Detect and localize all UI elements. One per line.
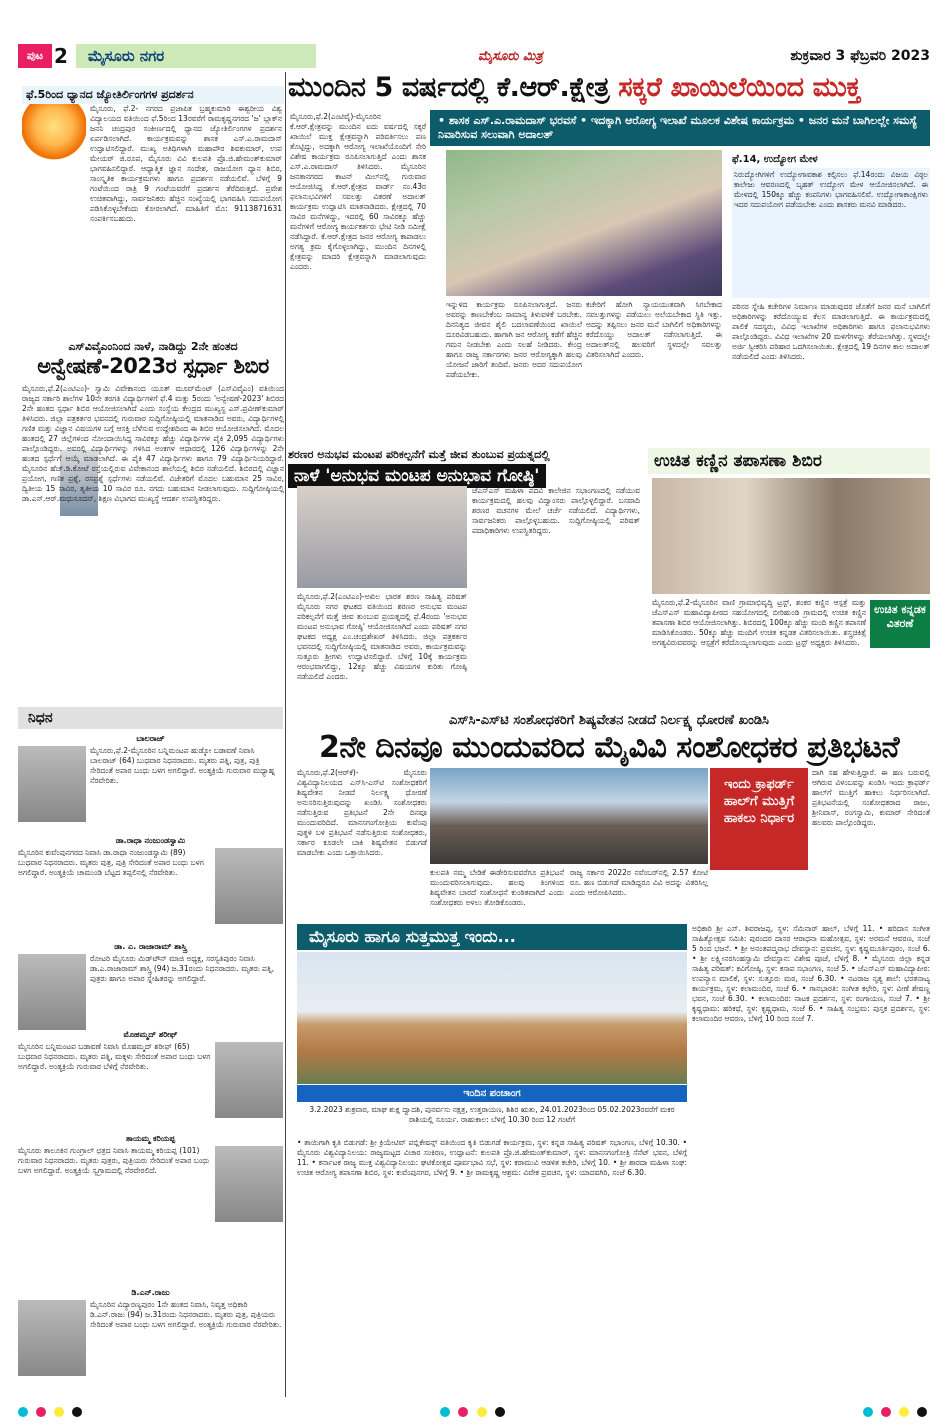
lead-body-left: ಮೈಸೂರು,ಫೆ.2(ಎಂಟಿವೈ)-ಮೈಸೂರಿನ ಕೆ.ಆರ್.ಕ್ಷೇತ್ರವನ್ನು ಮುಂದಿನ ಐದು ವರ್ಷದಲ್ಲಿ ಸಕ್ಕರೆ ಖಾಯಿಲೆ ಮುಕ್ತ ಕ್ಷೇತ್ರವನ್ನಾಗಿ ಪರಿವರ್ತಿಸಲು ಪಣ ತೊಟ್ಟಿದ್ದು, ಅದಕ್ಕಾಗಿ ಆರೋಗ್ಯ ಇಲಾಖೆಯೊಂದಿಗೆ ಸೇರಿ ವಿಶೇಷ ಕಾರ್ಯಕ್ರಮ ರೂಪಿಸಲಾಗುತ್ತಿದೆ ಎಂದು ಶಾಸಕ ಎಸ್.ಎ.ರಾಮದಾಸ್ ತಿಳಿಸಿದರು. ಮೈಸೂರಿನ ಜನತಾನಗರದ ಕಾಟನ್ ಮಿಲ್‌ನಲ್ಲಿ ಗುರುವಾರ ಆಯೋಜಿಸಿದ್ದ ಕೆ.ಆರ್.ಕ್ಷೇತ್ರದ ವಾರ್ಡ್ ನಂ.43ರ ಫಲಾನುಭವಿಗಳಿಗೆ ಸವಲತ್ತು ವಿತರಣೆ ಅದಾಲತ್ ಕಾರ್ಯಕ್ರಮ ಉದ್ಘಾಟಿಸಿ ಮಾತನಾಡಿದರು. ಕ್ಷೇತ್ರದಲ್ಲಿ 70 ಸಾವಿರ ಮನೆಗಳಿದ್ದು, ಇದರಲ್ಲಿ 60 ಸಾವಿರಕ್ಕೂ ಹೆಚ್ಚು ಮನೆಗಳಿಗೆ ಆರೋಗ್ಯ ಕಾರ್ಯಕರ್ತರು ಭೇಟಿ ನೀಡಿ ಸಮೀಕ್ಷೆ ನಡೆಸಿದ್ದಾರೆ. ಕೆ.ಆರ್.ಕ್ಷೇತ್ರದ ಜನರ ಆರೋಗ್ಯ ಕಾಪಾಡಲು ಅಗತ್ಯ ಕ್ರಮ ಕೈಗೊಳ್ಳಲಾಗಿದ್ದು, ಮುಂದಿನ ದಿನಗಳಲ್ಲಿ ಕ್ಷೇತ್ರವನ್ನು ಮಾದರಿ ಕ್ಷೇತ್ರವನ್ನಾಗಿ ಮಾಡಲಾಗುವುದು ಎಂದರು. — [290, 112, 426, 271]
page-tag: ಪುಟ — [18, 44, 52, 68]
lead-headline-red: ಸಕ್ಕರೆ ಖಾಯಿಲೆಯಿಂದ ಮುಕ್ತ — [618, 72, 861, 103]
obituary-name: ಡಿ.ಎನ್.ರಾಜು — [131, 1288, 170, 1297]
protest-body-far: ದಾಗಿ ಸಹ ಹೇಳುತ್ತಿದ್ದಾರೆ. ಈ ಹಣ ಬರುವಲ್ಲಿ ಆಗಿರುವ ವಿಳಂಬವನ್ನು ಖಂಡಿಸಿ ಇಂದು ಕ್ರಾಫರ್ಡ್ ಹಾಲ್‌ಗೆ ಮುತ್ತಿಗೆ ಹಾಕಲು ನಿರ್ಧರಿಸಲಾಗಿದೆ. ಪ್ರತಿಭಟನೆಯಲ್ಲಿ ಸಂಶೋಧಕರಾದ ರಾಜು, ಶ್ರೀನಿವಾಸ್, ರಂಗಸ್ವಾಮಿ, ಕುಮಾರ್ ಸೇರಿದಂತೆ ಹಲವರು ಪಾಲ್ಗೊಂಡಿದ್ದರು. — [812, 768, 930, 827]
obituary-photo — [215, 848, 283, 924]
obituary-item — [18, 1288, 283, 1398]
obituary-text: ಮೈಸೂರಿನ ವಿದ್ಯಾರಣ್ಯಪುರಂ 1ನೇ ಹಂತದ ನಿವಾಸಿ, ನಿವೃತ್ತ ಅಧಿಕಾರಿ ಡಿ.ಎನ್.ರಾಜು (94) ಜ.31ರಂದು ನಿಧನರಾದರು. ಮೃತರು ಪುತ್ರ, ಪುತ್ರಿಯರು ಸೇರಿದಂತೆ ಅಪಾರ ಬಂಧು ಬಳಗ ಅಗಲಿದ್ದಾರೆ. ಅಂತ್ಯಕ್ರಿಯೆ ಗುರುವಾರ ನೆರವೇರಿತು. — [90, 1300, 282, 1329]
obituary-photo — [18, 746, 86, 822]
anubhava-headline: ನಾಳೆ 'ಅನುಭವ ಮಂಟಪ ಅನುಭಾವ ಗೋಷ್ಠಿ' — [288, 464, 546, 488]
obituary-name: ಡಾ.ರಾಧಾ ನಂಜುಂಡಸ್ವಾಮಿ — [115, 836, 186, 845]
obituary-name: ತಾಯಮ್ಮ ಕರಿಯಪ್ಪ — [125, 1134, 176, 1143]
lead-body-far-right: ಪರಿಸರ ಸ್ನೇಹಿ ಕಚೇರಿಗಳ ನಿರ್ಮಾಣ ಮಾಡುವುದರ ಜೊತೆಗೆ ಜನರ ಮನೆ ಬಾಗಿಲಿಗೆ ಅಧಿಕಾರಿಗಳನ್ನು ಕರೆದೊಯ್ಯುವ ಕೆಲಸ ಮಾಡಲಾಗುತ್ತಿದೆ. ಈ ಕಾರ್ಯಕ್ರಮದಲ್ಲಿ ಪಾಲಿಕೆ ಸದಸ್ಯರು, ವಿವಿಧ ಇಲಾಖೆಗಳ ಅಧಿಕಾರಿಗಳು ಹಾಗೂ ಫಲಾನುಭವಿಗಳು ಪಾಲ್ಗೊಂಡಿದ್ದರು. ವಿವಿಧ ಇಲಾಖೆಗಳ 20 ಮಳಿಗೆಗಳನ್ನು ತೆರೆಯಲಾಗಿತ್ತು. ಸ್ಥಳದಲ್ಲೇ ಅರ್ಜಿ ಸ್ವೀಕರಿಸಿ ಪರಿಹಾರ ಒದಗಿಸಲಾಯಿತು. ಕ್ಷೇತ್ರದಲ್ಲಿ 19 ದಿನಗಳ ಕಾಲ ಅದಾಲತ್ ನಡೆಯಲಿದೆ ಎಂದು ತಿಳಿಸಿದರು. — [732, 302, 930, 361]
yellow-dot — [54, 1407, 64, 1417]
obituary-name: ಡಾ. ಎ. ರಾಜಾರಾಮ್ ಶಾಸ್ತ್ರಿ — [114, 942, 187, 951]
yellow-dot — [477, 1407, 487, 1417]
protest-photo — [430, 768, 708, 864]
obituary-photo — [215, 1146, 283, 1222]
eye-camp-body: ಮೈಸೂರು,ಫೆ.2-ಮೈಸೂರಿನ ವಾಣಿ ಗ್ರಾಮಾಭಿವೃದ್ಧಿ ಟ್ರಸ್ಟ್, ಶಂಕರ ಕಣ್ಣಿನ ಆಸ್ಪತ್ರೆ ಮತ್ತು ಜೆಎಸ್‌ಎಸ್ ಮಹಾವಿದ್ಯಾಪೀಠದ ಸಹಯೋಗದಲ್ಲಿ ಬೀರಿಹುಂಡಿ ಗ್ರಾಮದಲ್ಲಿ ಉಚಿತ ಕಣ್ಣಿನ ತಪಾಸಣಾ ಶಿಬಿರ ಆಯೋಜಿಸಲಾಗಿತ್ತು. ಶಿಬಿರದಲ್ಲಿ 100ಕ್ಕೂ ಹೆಚ್ಚು ಮಂದಿ ಕಣ್ಣಿನ ತಪಾಸಣೆ ಮಾಡಿಸಿಕೊಂಡರು. 50ಕ್ಕೂ ಹೆಚ್ಚು ಮಂದಿಗೆ ಉಚಿತ ಕನ್ನಡಕ ವಿತರಿಸಲಾಯಿತು. ಶಸ್ತ್ರಚಿಕಿತ್ಸೆ ಅಗತ್ಯವಿರುವವರನ್ನು ಆಸ್ಪತ್ರೆಗೆ ಕರೆದೊಯ್ಯಲಾಗುವುದು ಎಂದು ಟ್ರಸ್ಟ್ ಅಧ್ಯಕ್ಷರು ತಿಳಿಸಿದರು. — [652, 598, 866, 647]
masthead: ಮೈಸೂರು ಮಿತ್ರ — [477, 48, 543, 64]
left-top-body: ಮೈಸೂರು, ಫೆ.2- ನಗರದ ಪ್ರಜಾಪಿತ ಬ್ರಹ್ಮಕುಮಾರಿ ಈಶ್ವರೀಯ ವಿಶ್ವ ವಿದ್ಯಾಲಯದ ವತಿಯಿಂದ ಫೆ.5ರಿಂದ 13ರವರೆಗೆ ರಾಮಕೃಷ್ಣನಗರದ 'ಜ' ಬ್ಲಾಕ್‌ನ ಜನನಿ ಚಂದ್ರಪುರ ಸಂಕೀರ್ಣದಲ್ಲಿ ಧ್ಯಾನದ ಜ್ಯೋತಿರ್ಲಿಂಗಗಳ ಪ್ರದರ್ಶನ ಏರ್ಪಡಿಸಲಾಗಿದೆ. ಕಾರ್ಯಕ್ರಮವನ್ನು ಶಾಸಕ ಎಸ್.ಎ.ರಾಮದಾಸ್ ಉದ್ಘಾಟಿಸಲಿದ್ದಾರೆ. ಮುಖ್ಯ ಅತಿಥಿಗಳಾಗಿ ಮಹಾಪೌರ ಶಿವಕುಮಾರ್, ಉಪ ಮೇಯರ್ ಜಿ.ರೂಪ, ಮೈಸೂರು ವಿವಿ ಕುಲಪತಿ ಪ್ರೊ.ಜಿ.ಹೇಮಂತ್‌ಕುಮಾರ್ ಭಾಗವಹಿಸಲಿದ್ದಾರೆ. ಆಧ್ಯಾತ್ಮಿಕ ಜ್ಞಾನ ಸಂದೇಶ, ರಾಜಯೋಗ ಧ್ಯಾನ ಶಿಬಿರ, ಸಾಂಸ್ಕೃತಿಕ ಕಾರ್ಯಕ್ರಮಗಳು ಹಾಗೂ ಪ್ರದರ್ಶನ ನಡೆಯಲಿವೆ. ಬೆಳಿಗ್ಗೆ 9 ಗಂಟೆಯಿಂದ ರಾತ್ರಿ 9 ಗಂಟೆಯವರೆಗೆ ಪ್ರದರ್ಶನ ತೆರೆದಿರುತ್ತದೆ. ಪ್ರವೇಶ ಉಚಿತವಾಗಿದ್ದು, ಸಾರ್ವಜನಿಕರು ಹೆಚ್ಚಿನ ಸಂಖ್ಯೆಯಲ್ಲಿ ಭಾಗವಹಿಸಿ ಸದುಪಯೋಗ ಪಡಿಸಿಕೊಳ್ಳಬೇಕೆಂದು ಕೋರಲಾಗಿದೆ. ಮಾಹಿತಿಗೆ ಮೊ: 9113871631 ಸಂಪರ್ಕಿಸಬಹುದು. — [90, 104, 282, 223]
magenta-dot — [881, 1407, 891, 1417]
page-number: 2 — [54, 44, 68, 68]
anubhava-photo — [297, 486, 467, 588]
cyan-dot — [440, 1407, 450, 1417]
magenta-dot — [36, 1407, 46, 1417]
today-right-list: ಅಧಿಕಾರಿ ಶ್ರೀ ಎಸ್. ಶಿವರಾಜಪ್ಪ, ಸ್ಥಳ: ಸೆಮಿನಾರ್ ಹಾಲ್, ಬೆಳಿಗ್ಗೆ 11. • ಹರಿದಾಸ ಸಂಗೀತ ಸಾಹಿತ್ಯೋತ್ಸವ ಸಮಿತಿ: ಪುರಂದರ ದಾಸರ ಆರಾಧನಾ ಮಹೋತ್ಸವ, ಸ್ಥಳ: ಅರಮನೆ ಆವರಣ, ಸಂಜೆ 5 ರಿಂದ ಭಜನೆ. • ಶ್ರೀ ಅನಂತಪದ್ಮನಾಭ ದೇವಸ್ಥಾನ: ಪ್ರವಚನ, ಸ್ಥಳ: ಕೃಷ್ಣಮೂರ್ತಿಪುರಂ, ಸಂಜೆ 6. • ಶ್ರೀ ಲಕ್ಷ್ಮೀನರಸಿಂಹಸ್ವಾಮಿ ದೇವಸ್ಥಾನ: ವಿಶೇಷ ಪೂಜೆ, ಬೆಳಿಗ್ಗೆ 8. • ಮೈಸೂರು ಜಿಲ್ಲಾ ಕನ್ನಡ ಸಾಹಿತ್ಯ ಪರಿಷತ್: ಕವಿಗೋಷ್ಠಿ, ಸ್ಥಳ: ಕಸಾಪ ಸಭಾಂಗಣ, ಸಂಜೆ 5. • ಜೆಎಸ್‌ಎಸ್ ಮಹಾವಿದ್ಯಾಪೀಠ: ಉಪನ್ಯಾಸ ಮಾಲಿಕೆ, ಸ್ಥಳ: ಸುತ್ತೂರು ಮಠ, ಸಂಜೆ 6.30. • ನಟರಾಜ ನೃತ್ಯ ಶಾಲೆ: ಭರತನಾಟ್ಯ ಕಾರ್ಯಕ್ರಮ, ಸ್ಥಳ: ಕಲಾಮಂದಿರ, ಸಂಜೆ 6. • ಗಾನಭಾರತಿ: ಸಂಗೀತ ಕಛೇರಿ, ಸ್ಥಳ: ವೀಣೆ ಶೇಷಣ್ಣ ಭವನ, ಸಂಜೆ 6.30. • ಕಲಾಮಂದಿರ: ನಾಟಕ ಪ್ರದರ್ಶನ, ಸ್ಥಳ: ರಂಗಾಯಣ, ಸಂಜೆ 7. • ಶ್ರೀ ಕೃಷ್ಣಧಾಮ: ಹರಿಕಥೆ, ಸ್ಥಳ: ಕೃಷ್ಣಧಾಮ, ಸಂಜೆ 6. • ಸಾಹಿತ್ಯ ಸಂಭ್ರಮ: ಪುಸ್ತಕ ಪ್ರದರ್ಶನ, ಸ್ಥಳ: ಕಲಾಮಂದಿರ ಆವರಣ, ಬೆಳಿಗ್ಗೆ 10 ರಿಂದ ಸಂಜೆ 7. — [692, 924, 930, 1023]
eye-camp-headline: ಉಚಿತ ಕಣ್ಣಿನ ತಪಾಸಣಾ ಶಿಬಿರ — [648, 448, 930, 474]
section-name: ಮೈಸೂರು ನಗರ — [76, 44, 316, 68]
anubhava-kicker: ಶರಣರ ಅನುಭವ ಮಂಟಪ ಪರಿಕಲ್ಪನೆಗೆ ಮತ್ತೆ ಜೀವ ತುಂಬುವ ಪ್ರಯತ್ನದಲ್ಲಿ — [288, 448, 550, 461]
obituary-photo — [18, 1300, 86, 1376]
lead-side-text: ನಿರುದ್ಯೋಗಿಗಳಿಗೆ ಉದ್ಯೋಗಾವಕಾಶ ಕಲ್ಪಿಸಲು ಫೆ.14ರಂದು ವಿಜಯ ವಿಠ್ಠಲ ಕಾಲೇಜು ಆವರಣದಲ್ಲಿ ಬೃಹತ್ ಉದ್ಯೋಗ ಮೇಳ ಆಯೋಜಿಸಲಾಗಿದೆ. ಈ ಮೇಳದಲ್ಲಿ 150ಕ್ಕೂ ಹೆಚ್ಚು ಕಂಪನಿಗಳು ಭಾಗವಹಿಸಲಿವೆ. ಉದ್ಯೋಗಾಕಾಂಕ್ಷಿಗಳು ಇದರ ಸದುಪಯೋಗ ಪಡೆಯಬೇಕು ಎಂದು ಶಾಸಕರು ಮನವಿ ಮಾಡಿದರು. — [732, 168, 930, 298]
protest-tag: ಇಂದು ಕ್ರಾಫರ್ಡ್ ಹಾಲ್‌ಗೆ ಮುತ್ತಿಗೆ ಹಾಕಲು ನಿರ್ಧಾರ — [710, 768, 808, 870]
left-mid-body: ಮೈಸೂರು,ಫೆ.2(ಎಂಟಿಎಂ)- ಸ್ವಾಮಿ ವಿವೇಕಾನಂದ ಯೂತ್ ಮೂವ್‌ಮೆಂಟ್ (ಎಸ್‌ವಿವೈಎಂ) ವತಿಯಿಂದ ರಾಜ್ಯದ ಸರ್ಕಾರಿ ಶಾಲೆಗಳ 10ನೇ ತರಗತಿ ವಿದ್ಯಾರ್ಥಿಗಳಿಗೆ ಫೆ.4 ಮತ್ತು 5ರಂದು 'ಅನ್ವೇಷಣೆ-2023' ಶಿಬಿರದ 2ನೇ ಹಂತದ ಸ್ಪರ್ಧಾ ಶಿಬಿರ ಆಯೋಜಿಸಲಾಗಿದೆ ಎಂದು ಸಂಸ್ಥೆಯ ಕೇಂದ್ರದ ಮುಖ್ಯಸ್ಥ ಎಸ್.ಪ್ರವೀಣ್‌ಕುಮಾರ್ ತಿಳಿಸಿದರು. ಜಿಲ್ಲಾ ಪತ್ರಕರ್ತರ ಭವನದಲ್ಲಿ ಗುರುವಾರ ಸುದ್ದಿಗೋಷ್ಠಿಯಲ್ಲಿ ಮಾತನಾಡಿದ ಅವರು, ವಿದ್ಯಾರ್ಥಿಗಳಲ್ಲಿ ಗಣಿತ ಮತ್ತು ವಿಜ್ಞಾನ ವಿಷಯಗಳ ಬಗ್ಗೆ ಆಸಕ್ತಿ ಬೆಳೆಸುವ ಉದ್ದೇಶದಿಂದ ಈ ಶಿಬಿರ ಆಯೋಜಿಸಲಾಗಿದೆ. ಮೊದಲ ಹಂತದಲ್ಲಿ 27 ಜಿಲ್ಲೆಗಳಿಂದ ನೋಂದಾಯಿಸಿದ್ದ ಸಾವಿರಕ್ಕೂ ಹೆಚ್ಚು ವಿದ್ಯಾರ್ಥಿಗಳ ಪೈಕಿ 2,095 ವಿದ್ಯಾರ್ಥಿಗಳು ಪಾಲ್ಗೊಂಡಿದ್ದರು. ಅವರಲ್ಲಿ ವಿದ್ಯಾರ್ಥಿಗಳನ್ನು ಗಳಿಸಿದ ಅಂಕಗಳ ಆಧಾರದಲ್ಲಿ 126 ವಿದ್ಯಾರ್ಥಿಗಳನ್ನು 2ನೇ ಹಂತದ ಸ್ಪರ್ಧೆಗೆ ಆಯ್ಕೆ ಮಾಡಲಾಗಿದೆ. ಈ ಪೈಕಿ 47 ವಿದ್ಯಾರ್ಥಿಗಳು ಹಾಗೂ 79 ವಿದ್ಯಾರ್ಥಿನಿಯರಿದ್ದಾರೆ. ಮೈಸೂರಿನ ಹೆಚ್.ಡಿ.ಕೋಟೆ ರಸ್ತೆಯಲ್ಲಿರುವ ವಿವೇಕಾನಂದ ಶಾಲೆಯಲ್ಲಿ ಶಿಬಿರ ನಡೆಯಲಿದೆ. ಶಿಬಿರದಲ್ಲಿ ವಿಜ್ಞಾನ ಪ್ರಯೋಗ, ಗಣಿತ ಪ್ರಶ್ನೆ, ರಸಪ್ರಶ್ನೆ ಸ್ಪರ್ಧೆಗಳು ನಡೆಯಲಿವೆ. ವಿಜೇತರಿಗೆ ಮೊದಲ ಬಹುಮಾನ 25 ಸಾವಿರ, ದ್ವಿತೀಯ 15 ಸಾವಿರ, ತೃತೀಯ 10 ಸಾವಿರ ರೂ. ನಗದು ಬಹುಮಾನ ನೀಡಲಾಗುವುದು. ಸುದ್ದಿಗೋಷ್ಠಿಯಲ್ಲಿ ಡಾ.ಎಸ್.ಆರ್.ಮಧುಸೂದನ್, ಶಿಕ್ಷಣ ವಿಭಾಗದ ಮುಖ್ಯಸ್ಥೆ ಆದರ್ಶ ಉಪಸ್ಥಿತರಿದ್ದರು. — [22, 384, 284, 503]
today-left-list: • ತಾಯಿಗಾಗಿ ಕೃತಿ ಬಿಡುಗಡೆ: ಶ್ರೀ ಕ್ರಿಯೇಟಿವ್ ಪಬ್ಲಿಕೇಷನ್ಸ್ ವತಿಯಿಂದ ಕೃತಿ ಬಿಡುಗಡೆ ಕಾರ್ಯಕ್ರಮ, ಸ್ಥಳ: ಕನ್ನಡ ಸಾಹಿತ್ಯ ಪರಿಷತ್ ಸಭಾಂಗಣ, ಬೆಳಿಗ್ಗೆ 10.30. • ಮೈಸೂರು ವಿಶ್ವವಿದ್ಯಾನಿಲಯ: ರಾಜ್ಯಮಟ್ಟದ ವಿಚಾರ ಸಂಕಿರಣ, ಉದ್ಘಾಟನೆ: ಕುಲಪತಿ ಪ್ರೊ.ಜಿ.ಹೇಮಂತ್‌ಕುಮಾರ್, ಸ್ಥಳ: ಮಾನಸಗಂಗೋತ್ರಿ ಸೆನೆಟ್ ಭವನ, ಬೆಳಿಗ್ಗೆ 11. • ಕರ್ನಾಟಕ ರಾಜ್ಯ ಮುಕ್ತ ವಿಶ್ವವಿದ್ಯಾನಿಲಯ: ಘಟಿಕೋತ್ಸವ ಪೂರ್ವಭಾವಿ ಸಭೆ, ಸ್ಥಳ: ಕರಾಮುವಿ ಆಡಳಿತ ಕಚೇರಿ, ಬೆಳಿಗ್ಗೆ 10. • ಶ್ರೀ ಶಾರದಾ ಮಹಿಳಾ ಸಂಘ: ಉಚಿತ ಆರೋಗ್ಯ ತಪಾಸಣಾ ಶಿಬಿರ, ಸ್ಥಳ: ಕುವೆಂಪುನಗರ, ಬೆಳಿಗ್ಗೆ 9. • ಶ್ರೀ ರಾಮಕೃಷ್ಣ ಆಶ್ರಮ: ವಿವೇಕ ಪ್ರವಚನ, ಸ್ಥಳ: ಯಾದವಗಿರಿ, ಸಂಜೆ 6.30. — [297, 1138, 687, 1177]
protest-body-left: ಮೈಸೂರು,ಫೆ.2(ಆರ್‌ಕೆ)- ಮೈಸೂರು ವಿಶ್ವವಿದ್ಯಾನಿಲಯದ ಎಸ್‌ಸಿ-ಎಸ್‌ಟಿ ಸಂಶೋಧಕರಿಗೆ ಶಿಷ್ಯವೇತನ ನೀಡದೆ ನಿರ್ಲಕ್ಷ್ಯ ಧೋರಣೆ ಅನುಸರಿಸುತ್ತಿರುವುದನ್ನು ಖಂಡಿಸಿ ಸಂಶೋಧಕರು ನಡೆಸುತ್ತಿರುವ ಪ್ರತಿಭಟನೆ 2ನೇ ದಿನವೂ ಮುಂದುವರಿದಿದೆ. ಮಾನಸಗಂಗೋತ್ರಿಯ ಕುವೆಂಪು ಪುತ್ಥಳಿ ಬಳಿ ಪ್ರತಿಭಟನೆ ನಡೆಸುತ್ತಿರುವ ಸಂಶೋಧಕರು, ಸರ್ಕಾರ ಕೂಡಲೇ ಬಾಕಿ ಶಿಷ್ಯವೇತನ ಬಿಡುಗಡೆ ಮಾಡಬೇಕು ಎಂದು ಒತ್ತಾಯಿಸಿದರು. — [297, 768, 427, 857]
lead-body-mid: ಇನ್ನುಳಿದ ಕಾರ್ಯಕ್ರಮ ರೂಪಿಸಲಾಗುತ್ತದೆ. ಜನರು ಅವರನ್ನು ಕಾಣಬೇಕೆಂಬ ಸಾಮಾನ್ಯ ತಿಳುವಳಿಕೆ ಬರಬೇಕು. ದಿನನಿತ್ಯದ ಜೀವನ ಶೈಲಿ ಬದಲಾವಣೆಯಿಂದ ಖಾಯಿಲೆ ದೂರವಿಡಬಹುದು. ಹಾಗಾಗಿ ಜನ ಆರೋಗ್ಯ ಕಡೆಗೆ ಹೆಚ್ಚಿನ ಗಮನ ನೀಡಬೇಕು ಎಂದು ಸಲಹೆ ನೀಡಿದರು. ಕೇಂದ್ರ ಹಾಗೂ ರಾಜ್ಯ ಸರ್ಕಾರಗಳು ಜನರ ಆರೋಗ್ಯಕ್ಕಾಗಿ ಹಲವು ಯೋಜನೆ ಜಾರಿಗೆ ತಂದಿವೆ. ಜನರು ಅದರ ಸದುಪಯೋಗ ಪಡೆಯಬೇಕು. — [446, 300, 582, 379]
protest-body-right: ರಾಜ್ಯ ಸರ್ಕಾರ 2022ರ ನವೆಂಬರ್‌ನಲ್ಲಿ 2.57 ಕೋಟಿ ರೂ. ಹಣ ಬಿಡುಗಡೆ ಮಾಡಿದ್ದರೂ ವಿವಿ ಅದನ್ನು ವಿತರಿಸಿಲ್ಲ ಎಂದು ಆರೋಪಿಸಿದರು. — [570, 868, 708, 897]
meditation-photo — [22, 104, 86, 160]
obituary-text: ಮೈಸೂರು ತಾಲೂಕಿನ ಗುಂಗ್ರಾಲ್ ಛತ್ರದ ನಿವಾಸಿ ತಾಯಮ್ಮ ಕರಿಯಪ್ಪ (101) ಗುರುವಾರ ನಿಧನರಾದರು. ಮೃತರು ಪುತ್ರರು, ಪುತ್ರಿಯರು ಸೇರಿದಂತೆ ಅಪಾರ ಬಂಧು ಬಳಗ ಅಗಲಿದ್ದಾರೆ. ಅಂತ್ಯಕ್ರಿಯೆ ಸ್ವಗ್ರಾಮದಲ್ಲಿ ನೆರವೇರಲಿದೆ. — [18, 1146, 210, 1175]
print-registration-bar — [18, 1405, 930, 1417]
yellow-dot — [899, 1407, 909, 1417]
protest-headline: 2ನೇ ದಿನವೂ ಮುಂದುವರಿದ ಮೈವಿವಿ ಸಂಶೋಧಕರ ಪ್ರತಿಭಟನೆ — [318, 730, 900, 765]
lead-headline-black: ಮುಂದಿನ 5 ವರ್ಷದಲ್ಲಿ ಕೆ.ಆರ್.ಕ್ಷೇತ್ರ — [288, 72, 610, 103]
black-dot — [72, 1407, 82, 1417]
cyan-dot — [863, 1407, 873, 1417]
lead-side-headline: ಫೆ.14, ಉದ್ಯೋಗ ಮೇಳ — [732, 154, 818, 165]
left-top-headline: ಫೆ.5ರಿಂದ ಧ್ಯಾನದ ಜ್ಯೋತಿರ್ಲಿಂಗಗಳ ಪ್ರದರ್ಶನ — [22, 86, 284, 104]
obituary-section-title: ನಿಧನ — [18, 707, 283, 729]
obituary-item — [18, 942, 283, 1028]
lead-subhead: • ಶಾಸಕ ಎಸ್.ಎ.ರಾಮದಾಸ್ ಭರವಸೆ • ಇದಕ್ಕಾಗಿ ಆರೋಗ್ಯ ಇಲಾಖೆ ಮೂಲಕ ವಿಶೇಷ ಕಾರ್ಯಕ್ರಮ • ಜನರ ಮನೆ ಬಾಗಿಲಲ್ಲೇ ಸಮಸ್ಯೆ ನಿವಾರಿಸುವ ಸಲುವಾಗಿ ಅದಾಲತ್ — [430, 110, 930, 146]
obituary-photo — [215, 1042, 283, 1118]
left-mid-headline: ಅನ್ವೇಷಣೆ-2023ರ ಸ್ಪರ್ಧಾ ಶಿಬಿರ — [37, 354, 269, 378]
obituary-text: ಮೈಸೂರಿನ ಕುವೆಂಪುನಗರದ ನಿವಾಸಿ ಡಾ.ರಾಧಾ ನಂಜುಂಡಸ್ವಾಮಿ (89) ಬುಧವಾರ ನಿಧನರಾದರು. ಮೃತರು ಪುತ್ರ, ಪುತ್ರಿ ಸೇರಿದಂತೆ ಅಪಾರ ಬಂಧು ಬಳಗ ಅಗಲಿದ್ದಾರೆ. ಅಂತ್ಯಕ್ರಿಯೆ ಚಾಮುಂಡಿ ಬೆಟ್ಟದ ತಪ್ಪಲಿನಲ್ಲಿ ನೆರವೇರಿತು. — [18, 848, 204, 877]
left-mid-kicker: ಎಸ್‌ವಿವೈಎಂನಿಂದ ನಾಳೆ, ನಾಡಿದ್ದು 2ನೇ ಹಂತದ — [68, 340, 238, 353]
column-rule — [285, 72, 286, 1397]
anubhava-body-left: ಮೈಸೂರು,ಫೆ.2(ಎಂಟಿಎಂ)-ಅಖಿಲ ಭಾರತ ಶರಣ ಸಾಹಿತ್ಯ ಪರಿಷತ್ ಮೈಸೂರು ನಗರ ಘಟಕದ ವತಿಯಿಂದ ಶರಣರ ಅನುಭವ ಮಂಟಪ ಪರಿಕಲ್ಪನೆಗೆ ಮತ್ತೆ ಜೀವ ತುಂಬುವ ಪ್ರಯತ್ನದಲ್ಲಿ ಫೆ.4ರಂದು 'ಅನುಭವ ಮಂಟಪ ಅನುಭಾವ ಗೋಷ್ಠಿ' ಆಯೋಜಿಸಲಾಗಿದೆ ಎಂದು ಪರಿಷತ್ ನಗರ ಘಟಕದ ಅಧ್ಯಕ್ಷ ಎಂ.ಚಂದ್ರಶೇಖರ್ ತಿಳಿಸಿದರು. ಜಿಲ್ಲಾ ಪತ್ರಕರ್ತರ ಭವನದಲ್ಲಿ ಸುದ್ದಿಗೋಷ್ಠಿಯಲ್ಲಿ ಮಾತನಾಡಿದ ಅವರು, ಕಾರ್ಯಕ್ರಮವನ್ನು ಸುತ್ತೂರು ಶ್ರೀಗಳು ಉದ್ಘಾಟಿಸಲಿದ್ದಾರೆ. ಬೆಳಿಗ್ಗೆ 10ಕ್ಕೆ ಕಾರ್ಯಕ್ರಮ ಆರಂಭವಾಗಲಿದ್ದು, 12ಕ್ಕೂ ಹೆಚ್ಚು ವಿಷಯಗಳ ಕುರಿತು ಗೋಷ್ಠಿ ನಡೆಯಲಿದೆ ಎಂದರು. — [297, 592, 467, 681]
cyan-dot — [18, 1407, 28, 1417]
obituary-item — [18, 836, 283, 940]
color-dots-right — [863, 1402, 930, 1421]
obituary-name: ಮೊಹಮ್ಮದ್ ಶರೀಫ್ — [123, 1030, 178, 1039]
obituary-item — [18, 1030, 283, 1132]
mysore-palace-photo — [297, 952, 687, 1084]
eye-camp-photo — [652, 478, 930, 594]
eye-camp-tag: ಉಚಿತ ಕನ್ನಡಕ ವಿತರಣೆ — [870, 600, 930, 648]
protest-body-mid: ಕುಲಪತಿ ನಮ್ಮ ಬೇಡಿಕೆ ಈಡೇರಿಸುವವರೆಗೂ ಪ್ರತಿಭಟನೆ ಮುಂದುವರಿಸಲಾಗುವುದು. ಹಲವು ತಿಂಗಳಿಂದ ಶಿಷ್ಯವೇತನ ಬಾರದೆ ಸಂಶೋಧನೆ ಕುಂಠಿತವಾಗಿದೆ ಎಂದು ಸಂಶೋಧಕರು ಅಳಲು ತೋಡಿಕೊಂಡರು. — [430, 868, 564, 907]
obituary-text: ಮೈಸೂರಿನ ಬನ್ನಿಮಂಟಪ ಬಡಾವಣೆ ನಿವಾಸಿ ಮೊಹಮ್ಮದ್ ಶರೀಫ್ (65) ಬುಧವಾರ ನಿಧನರಾದರು. ಮೃತರು ಪತ್ನಿ, ಮಕ್ಕಳು ಸೇರಿದಂತೆ ಅಪಾರ ಬಂಧು ಬಳಗ ಅಗಲಿದ್ದಾರೆ. ಅಂತ್ಯಕ್ರಿಯೆ ಗುರುವಾರ ಬೆಳಿಗ್ಗೆ ನೆರವೇರಿತು. — [18, 1042, 211, 1071]
lead-photo — [446, 150, 722, 296]
black-dot — [917, 1407, 927, 1417]
obituary-item — [18, 734, 283, 834]
anubhava-body-right: ಜೆಎಸ್‌ಎಸ್ ಮಹಿಳಾ ಪದವಿ ಕಾಲೇಜಿನ ಸಭಾಂಗಣದಲ್ಲಿ ನಡೆಯುವ ಕಾರ್ಯಕ್ರಮದಲ್ಲಿ ಹಲವು ವಿದ್ವಾಂಸರು ಪಾಲ್ಗೊಳ್ಳಲಿದ್ದಾರೆ. ಬಸವಾದಿ ಶರಣರ ವಚನಗಳ ಮೇಲೆ ಚರ್ಚೆ ನಡೆಯಲಿದೆ. ವಿದ್ಯಾರ್ಥಿಗಳು, ಸಾರ್ವಜನಿಕರು ಪಾಲ್ಗೊಳ್ಳಬಹುದು. ಸುದ್ದಿಗೋಷ್ಠಿಯಲ್ಲಿ ಪರಿಷತ್ ಪದಾಧಿಕಾರಿಗಳು ಉಪಸ್ಥಿತರಿದ್ದರು. — [472, 486, 640, 535]
page-header — [18, 44, 930, 68]
black-dot — [495, 1407, 505, 1417]
obituary-text: ರೋಟರಿ ಮೈಸೂರು ಮಿಡ್‌ಟೌನ್ ಮಾಜಿ ಅಧ್ಯಕ್ಷ, ಸರಸ್ವತಿಪುರಂ ನಿವಾಸಿ ಡಾ.ಎ.ರಾಜಾರಾಮ್ ಶಾಸ್ತ್ರಿ (94) ಜ.31ರಂದು ನಿಧನರಾದರು. ಮೃತರು ಪತ್ನಿ, ಪುತ್ರರು ಹಾಗೂ ಅಪಾರ ಸ್ನೇಹಿತರನ್ನು ಅಗಲಿದ್ದಾರೆ. — [90, 954, 275, 983]
obituary-item — [18, 1134, 283, 1286]
color-dots-left — [18, 1402, 85, 1421]
protest-subhead: ಎಸ್‌ಸಿ-ಎಸ್‌ಟಿ ಸಂಶೋಧಕರಿಗೆ ಶಿಷ್ಯವೇತನ ನೀಡದೆ ನಿರ್ಲಕ್ಷ್ಯ ಧೋರಣೆ ಖಂಡಿಸಿ — [449, 713, 769, 728]
obituary-photo — [18, 954, 86, 1030]
obituary-name: ಬಾಲರಾಜ್ — [136, 734, 165, 743]
anubhava-headline-block — [288, 448, 638, 486]
lead-headline — [288, 72, 930, 106]
magenta-dot — [458, 1407, 468, 1417]
today-section-title: ಮೈಸೂರು ಹಾಗೂ ಸುತ್ತಮುತ್ತ ಇಂದು... — [297, 924, 687, 950]
lead-body-right: ಕಚೇರಿಗೆ ಹೋಗಿ ನ್ಯಾಯಯುತವಾಗಿ ಸಿಗಬೇಕಾದ ಸವಲತ್ತುಗಳನ್ನು ಪಡೆಯಲು ಅಲೆಯಬೇಕಾದ ಸ್ಥಿತಿ ಇತ್ತು. ಅದನ್ನು ತಪ್ಪಿಸಲು ಜನರ ಮನೆ ಬಾಗಿಲಿಗೆ ಅಧಿಕಾರಿಗಳನ್ನು ಕರೆದೊಯ್ದು ಅದಾಲತ್ ನಡೆಸಲಾಗುತ್ತಿದೆ. ಈ ಅದಾಲತ್‌ನಲ್ಲಿ ಹಲವರಿಗೆ ಸ್ಥಳದಲ್ಲೇ ಸವಲತ್ತು ವಿತರಿಸಲಾಗಿದೆ ಎಂದರು. — [586, 300, 722, 359]
panchanga-title: ಇಂದಿನ ಪಂಚಾಂಗ — [297, 1085, 687, 1102]
panchanga-text: 3.2.2023 ಶುಕ್ರವಾರ, ಮಾಘ ಶುಕ್ಲ ದ್ವಾದಶಿ, ಪುನರ್ವಸು ನಕ್ಷತ್ರ, ಉತ್ತರಾಯಣ, ಶಿಶಿರ ಋತು, 24.01.2023ರಿಂದ 05.02.2023ರವರೆಗೆ ಮಕರ ರಾಶಿಯಲ್ಲಿ ಸೂರ್ಯ. ರಾಹುಕಾಲ: ಬೆಳಿಗ್ಗೆ 10.30 ರಿಂದ 12 ಗಂಟೆಗೆ — [309, 1105, 675, 1124]
color-dots-mid — [440, 1402, 507, 1421]
issue-date: ಶುಕ್ರವಾರ 3 ಫೆಬ್ರವರಿ 2023 — [790, 48, 930, 64]
obituary-text: ಮೈಸೂರು,ಫೆ.2-ಮೈಸೂರಿನ ಬನ್ನಿಮಂಟಪ ಹುಡ್ಕೋ ಬಡಾವಣೆ ನಿವಾಸಿ ಬಾಲರಾಜ್ (64) ಬುಧವಾರ ನಿಧನರಾದರು. ಮೃತರು ಪತ್ನಿ, ಪುತ್ರ, ಪುತ್ರಿ ಸೇರಿದಂತೆ ಅಪಾರ ಬಂಧು ಬಳಗ ಅಗಲಿದ್ದಾರೆ. ಅಂತ್ಯಕ್ರಿಯೆ ಗುರುವಾರ ಮಧ್ಯಾಹ್ನ ನೆರವೇರಿತು. — [90, 746, 275, 785]
